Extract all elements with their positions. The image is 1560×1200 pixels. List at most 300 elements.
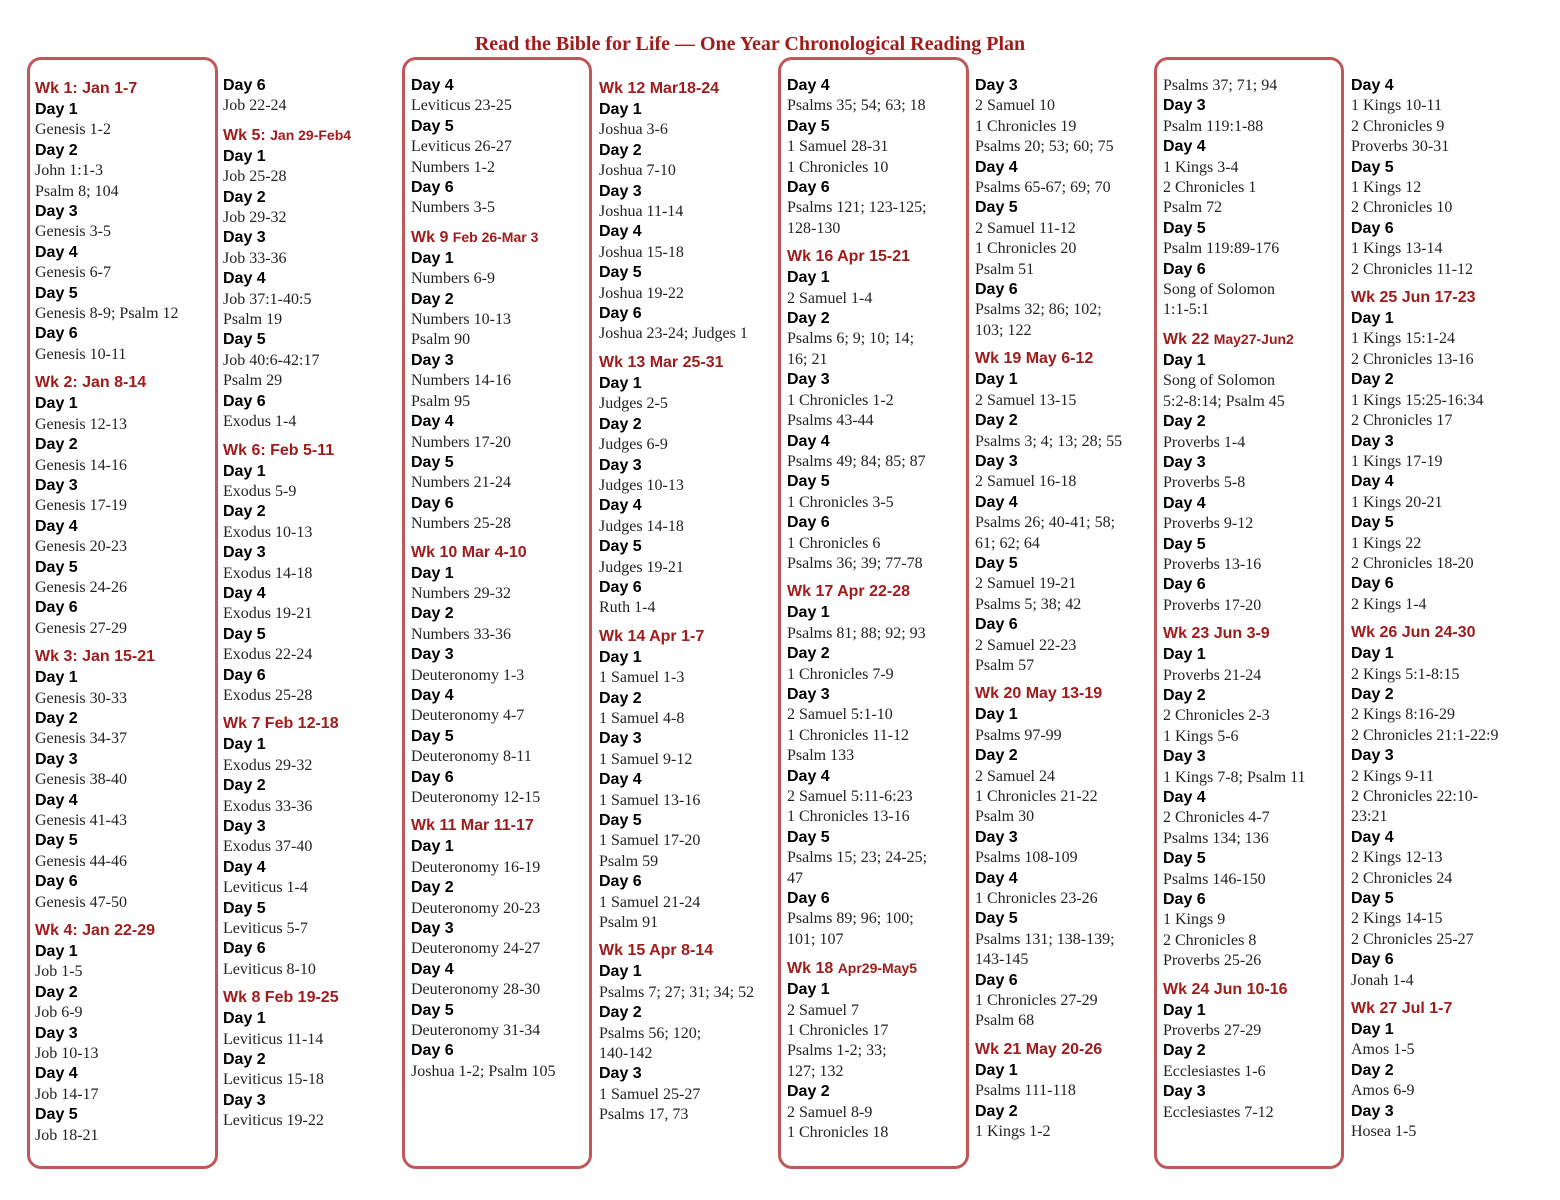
reading-passage: Job 22-24 (223, 97, 287, 115)
week-dates: May27-Jun2 (1213, 330, 1294, 347)
reading-passage: 2 Samuel 5:1-10 (787, 706, 893, 724)
reading-passage: Numbers 21-24 (411, 474, 511, 492)
reading-passage: Joshua 15-18 (599, 243, 684, 261)
week-heading (1351, 622, 1535, 644)
week-dates: Jan 29-Feb4 (270, 126, 352, 143)
reading-passage: Proverbs 27-29 (1163, 1022, 1262, 1040)
day-label: Day 6 (223, 666, 266, 684)
week-heading (1351, 287, 1535, 309)
reading-passage: Psalms 15; 23; 24-25; (787, 849, 928, 867)
reading-passage: Psalm 119:1-88 (1163, 117, 1264, 135)
reading-passage: Ruth 1-4 (599, 599, 656, 617)
day-label: Day 4 (223, 858, 266, 876)
reading-passage: 2 Kings 12-13 (1351, 849, 1443, 867)
reading-passage: 2 Samuel 1-4 (787, 289, 873, 307)
day-label: Day 4 (599, 223, 642, 241)
day-label: Day 2 (223, 503, 266, 521)
reading-passage: Psalm 91 (599, 914, 659, 932)
day-label: Day 3 (599, 182, 642, 200)
reading-passage: 61; 62; 64 (975, 534, 1040, 552)
reading-passage: Deuteronomy 31-34 (411, 1022, 541, 1040)
reading-passage: Psalm 8; 104 (35, 182, 119, 200)
day-label: Day 3 (599, 730, 642, 748)
day-label: Day 4 (975, 493, 1018, 511)
reading-passage: 2 Samuel 5:11-6:23 (787, 788, 913, 805)
week-label: Wk 25 Jun 17-23 (1351, 289, 1476, 307)
reading-passage: Exodus 10-13 (223, 523, 313, 541)
reading-passage: Deuteronomy 4-7 (411, 707, 525, 725)
day-label: Day 2 (975, 1102, 1018, 1120)
reading-passage: Psalms 35; 54; 63; 18 (787, 97, 926, 115)
reading-passage: 2 Chronicles 4-7 (1163, 809, 1270, 827)
reading-passage: Genesis 6-7 (35, 264, 111, 282)
day-label: Day 5 (975, 554, 1018, 572)
reading-passage: Genesis 20-23 (35, 538, 127, 556)
reading-passage: Psalms 1-2; 33; (787, 1042, 887, 1060)
week-label: Wk 13 Mar 25-31 (599, 353, 724, 371)
week-heading (223, 987, 407, 1009)
reading-passage: 1 Samuel 13-16 (599, 791, 701, 809)
day-label: Day 1 (35, 395, 78, 413)
reading-passage: 1 Kings 17-19 (1351, 452, 1443, 470)
reading-passage: 1 Chronicles 18 (787, 1124, 889, 1142)
reading-passage: 1 Kings 3-4 (1163, 158, 1239, 176)
reading-passage: Numbers 29-32 (411, 584, 511, 602)
week-label: Wk 23 Jun 3-9 (1163, 625, 1270, 643)
day-label: Day 3 (599, 1065, 642, 1083)
plan-column (411, 76, 595, 1082)
reading-passage: Psalms 108-109 (975, 849, 1078, 867)
day-label: Day 2 (975, 412, 1018, 430)
reading-passage: 16; 21 (787, 350, 828, 368)
day-label: Day 3 (35, 1024, 78, 1042)
day-label: Day 1 (1351, 310, 1394, 328)
reading-passage: Psalm 59 (599, 852, 659, 870)
week-heading (35, 920, 219, 942)
reading-passage: Proverbs 21-24 (1163, 666, 1262, 684)
day-label: Day 1 (787, 269, 830, 287)
reading-passage: Psalms 26; 40-41; 58; (975, 514, 1116, 532)
week-label: Wk 10 Mar 4-10 (411, 543, 527, 561)
plan-column (1351, 76, 1535, 1143)
reading-passage: Ecclesiastes 7-12 (1163, 1103, 1274, 1121)
week-heading (599, 352, 783, 374)
day-label: Day 1 (599, 963, 642, 981)
day-label: Day 4 (787, 77, 830, 94)
reading-passage: 1 Kings 12 (1351, 179, 1422, 197)
reading-passage: 143-145 (975, 951, 1029, 969)
reading-passage: 2 Kings 1-4 (1351, 595, 1427, 613)
reading-passage: Deuteronomy 16-19 (411, 858, 541, 876)
reading-passage: Exodus 22-24 (223, 646, 313, 664)
day-label: Day 5 (35, 558, 78, 576)
week-label: Wk 14 Apr 1-7 (599, 627, 705, 645)
reading-passage: Exodus 25-28 (223, 686, 313, 704)
day-label: Day 3 (787, 371, 830, 389)
reading-passage: Exodus 37-40 (223, 838, 313, 856)
day-label: Day 2 (1351, 685, 1394, 703)
reading-passage: 2 Kings 5:1-8:15 (1351, 665, 1460, 683)
reading-passage: Job 1-5 (35, 963, 83, 981)
reading-passage: 1 Samuel 21-24 (599, 893, 701, 911)
week-label: Wk 5: (223, 126, 271, 144)
day-label: Day 5 (411, 453, 454, 471)
reading-passage: Ecclesiastes 1-6 (1163, 1062, 1266, 1080)
reading-passage: Leviticus 26-27 (411, 138, 512, 156)
reading-passage: 1 Kings 15:1-24 (1351, 330, 1455, 348)
day-label: Day 5 (787, 828, 830, 846)
week-heading (787, 581, 971, 603)
day-label: Day 5 (35, 284, 78, 302)
reading-passage: 1 Samuel 1-3 (599, 669, 685, 687)
reading-passage: 2 Samuel 24 (975, 767, 1055, 785)
reading-passage: 1 Chronicles 19 (975, 117, 1077, 135)
day-label: Day 2 (1351, 1061, 1394, 1079)
reading-passage: 128-130 (787, 219, 841, 237)
reading-passage: Psalms 36; 39; 77-78 (787, 554, 923, 572)
day-label: Day 3 (411, 646, 454, 664)
day-label: Day 2 (35, 983, 78, 1001)
day-label: Day 5 (223, 331, 266, 349)
reading-passage: Psalms 97-99 (975, 726, 1062, 744)
day-label: Day 6 (223, 392, 266, 410)
reading-passage: Psalms 131; 138-139; (975, 930, 1115, 948)
day-label: Day 2 (35, 709, 78, 727)
reading-passage: John 1:1-3 (35, 162, 103, 180)
day-label: Day 1 (1351, 645, 1394, 663)
reading-passage: Psalms 146-150 (1163, 870, 1266, 888)
reading-passage: 2 Kings 14-15 (1351, 910, 1443, 928)
reading-passage: 2 Samuel 11-12 (975, 219, 1076, 237)
reading-passage: 1 Kings 10-11 (1351, 97, 1442, 115)
day-label: Day 2 (1351, 371, 1394, 389)
reading-passage: 1 Chronicles 20 (975, 240, 1077, 258)
day-label: Day 2 (223, 1051, 266, 1069)
day-label: Day 5 (1351, 890, 1394, 908)
reading-passage: Job 18-21 (35, 1126, 99, 1144)
reading-passage: Genesis 12-13 (35, 415, 127, 433)
reading-passage: Genesis 27-29 (35, 619, 127, 637)
reading-passage: 101; 107 (787, 930, 844, 948)
day-label: Day 1 (787, 981, 830, 999)
plan-column (223, 76, 407, 1132)
week-heading (599, 626, 783, 648)
plan-column (1163, 76, 1347, 1123)
reading-passage: 1 Samuel 9-12 (599, 750, 693, 768)
week-label: Wk 19 May 6-12 (975, 350, 1094, 368)
reading-passage: Leviticus 19-22 (223, 1112, 324, 1130)
week-label: Wk 17 Apr 22-28 (787, 583, 911, 601)
day-label: Day 5 (223, 625, 266, 643)
day-label: Day 2 (223, 777, 266, 795)
week-label: Wk 6: Feb 5-11 (223, 441, 335, 459)
reading-passage: Job 33-36 (223, 249, 287, 267)
reading-passage: 1 Kings 5-6 (1163, 727, 1239, 745)
reading-passage: Genesis 44-46 (35, 852, 127, 870)
reading-passage: 2 Samuel 13-15 (975, 391, 1077, 409)
day-label: Day 4 (1163, 494, 1206, 512)
day-label: Day 6 (35, 599, 78, 617)
day-label: Day 3 (975, 77, 1018, 94)
day-label: Day 5 (1163, 535, 1206, 553)
reading-passage: 2 Kings 9-11 (1351, 767, 1434, 785)
day-label: Day 2 (599, 689, 642, 707)
reading-passage: Numbers 33-36 (411, 625, 511, 643)
week-label: Wk 26 Jun 24-30 (1351, 624, 1476, 642)
day-label: Day 2 (975, 747, 1018, 765)
reading-passage: Genesis 14-16 (35, 456, 127, 474)
reading-passage: Song of Solomon (1163, 372, 1276, 390)
day-label: Day 1 (1163, 351, 1206, 369)
week-heading (975, 683, 1159, 705)
reading-passage: Numbers 17-20 (411, 433, 511, 451)
reading-passage: 2 Chronicles 25-27 (1351, 930, 1474, 948)
day-label: Day 2 (411, 879, 454, 897)
reading-passage: 1 Kings 20-21 (1351, 493, 1443, 511)
day-label: Day 3 (1163, 97, 1206, 115)
day-label: Day 3 (1163, 453, 1206, 471)
week-label: Wk 15 Apr 8-14 (599, 942, 714, 960)
reading-passage: 1 Kings 22 (1351, 534, 1422, 552)
day-label: Day 5 (1351, 514, 1394, 532)
day-label: Day 5 (599, 812, 642, 829)
day-label: Day 2 (599, 1004, 642, 1022)
reading-passage: Proverbs 9-12 (1163, 515, 1254, 533)
reading-passage: Job 40:6-42:17 (223, 351, 320, 369)
reading-passage: 1 Kings 15:25-16:34 (1351, 391, 1484, 409)
day-label: Day 2 (1163, 1042, 1206, 1060)
day-label: Day 4 (599, 497, 642, 515)
reading-passage: 2 Chronicles 10 (1351, 199, 1453, 217)
reading-passage: Psalm 51 (975, 260, 1035, 278)
week-dates: Apr29-May5 (837, 960, 918, 977)
reading-passage: Song of Solomon (1163, 281, 1276, 299)
day-label: Day 4 (411, 686, 454, 704)
reading-passage: Amos 1-5 (1351, 1041, 1415, 1059)
day-label: Day 5 (1163, 219, 1206, 237)
reading-passage: 2 Samuel 22-23 (975, 636, 1077, 654)
reading-passage: 1:1-5:1 (1163, 301, 1210, 319)
day-label: Day 4 (35, 243, 78, 261)
day-label: Day 6 (35, 325, 78, 343)
reading-passage: 47 (787, 869, 803, 887)
reading-passage: Leviticus 1-4 (223, 879, 308, 897)
day-label: Day 2 (223, 188, 266, 206)
reading-passage: 1 Samuel 4-8 (599, 709, 685, 727)
reading-passage: Numbers 14-16 (411, 372, 511, 390)
week-heading (223, 713, 407, 735)
reading-passage: 1 Chronicles 27-29 (975, 992, 1098, 1010)
day-label: Day 5 (35, 1106, 78, 1124)
reading-passage: Genesis 8-9; Psalm 12 (35, 305, 179, 323)
day-label: Day 4 (411, 77, 454, 94)
day-label: Day 6 (787, 514, 830, 532)
week-label: Wk 24 Jun 10-16 (1163, 980, 1288, 998)
day-label: Day 3 (1163, 748, 1206, 766)
day-label: Day 5 (787, 117, 830, 135)
day-label: Day 4 (1351, 828, 1394, 846)
week-label: Wk 4: Jan 22-29 (35, 922, 156, 940)
week-label: Wk 16 Apr 15-21 (787, 248, 911, 266)
reading-passage: Genesis 17-19 (35, 497, 127, 515)
day-label: Day 4 (223, 584, 266, 602)
reading-passage: Psalm 133 (787, 747, 855, 765)
reading-passage: 103; 122 (975, 321, 1032, 339)
day-label: Day 2 (1163, 686, 1206, 704)
day-label: Day 2 (787, 1083, 830, 1101)
reading-passage: Genesis 10-11 (35, 345, 127, 363)
week-heading (1163, 979, 1347, 1001)
week-heading (35, 78, 219, 100)
reading-passage: 1 Chronicles 3-5 (787, 493, 894, 511)
week-label: Wk 1: Jan 1-7 (35, 80, 138, 97)
day-label: Day 1 (1351, 1021, 1394, 1039)
reading-passage: Psalm 57 (975, 656, 1035, 674)
day-label: Day 5 (411, 1001, 454, 1019)
week-heading (35, 646, 219, 668)
day-label: Day 5 (975, 199, 1018, 217)
day-label: Day 6 (975, 971, 1018, 989)
reading-passage: Deuteronomy 24-27 (411, 940, 541, 958)
day-label: Day 1 (599, 374, 642, 392)
reading-passage: Joshua 11-14 (599, 203, 684, 221)
day-label: Day 4 (35, 791, 78, 809)
day-label: Day 4 (35, 517, 78, 535)
reading-passage: Proverbs 1-4 (1163, 433, 1246, 451)
day-label: Day 5 (975, 910, 1018, 928)
week-label: Wk 22 (1163, 330, 1214, 348)
reading-passage: Psalm 19 (223, 311, 283, 329)
reading-passage: 1 Chronicles 6 (787, 534, 881, 552)
reading-passage: Psalm 68 (975, 1012, 1035, 1030)
day-label: Day 1 (975, 371, 1018, 389)
day-label: Day 3 (975, 828, 1018, 846)
day-label: Day 3 (35, 203, 78, 221)
day-label: Day 3 (411, 920, 454, 938)
reading-passage: 1 Samuel 25-27 (599, 1085, 701, 1103)
reading-passage: 2 Chronicles 18-20 (1351, 554, 1474, 572)
day-label: Day 3 (35, 750, 78, 768)
reading-passage: Deuteronomy 1-3 (411, 666, 525, 684)
reading-passage: 2 Samuel 19-21 (975, 575, 1077, 593)
reading-passage: 1 Kings 13-14 (1351, 240, 1443, 258)
day-label: Day 4 (975, 158, 1018, 176)
reading-passage: 1 Chronicles 13-16 (787, 808, 910, 826)
reading-passage: Psalms 56; 120; (599, 1024, 702, 1042)
day-label: Day 1 (787, 604, 830, 622)
day-label: Day 4 (411, 413, 454, 431)
reading-passage: Psalms 121; 123-125; (787, 199, 927, 217)
day-label: Day 1 (223, 1010, 266, 1028)
reading-passage: Judges 6-9 (599, 436, 668, 454)
reading-passage: 2 Samuel 8-9 (787, 1103, 873, 1121)
reading-passage: Exodus 5-9 (223, 482, 297, 500)
reading-passage: Psalms 65-67; 69; 70 (975, 179, 1111, 197)
day-label: Day 1 (975, 706, 1018, 724)
day-label: Day 5 (787, 473, 830, 491)
week-heading (223, 440, 407, 462)
day-label: Day 6 (599, 305, 642, 323)
week-label: Wk 11 Mar 11-17 (411, 817, 534, 835)
day-label: Day 2 (411, 605, 454, 623)
week-heading (411, 542, 595, 564)
reading-passage: 1 Kings 1-2 (975, 1123, 1051, 1141)
reading-passage: Proverbs 17-20 (1163, 596, 1262, 614)
day-label: Day 4 (35, 1065, 78, 1083)
day-label: Day 1 (975, 1061, 1018, 1079)
week-label: Wk 20 May 13-19 (975, 685, 1103, 703)
day-label: Day 3 (223, 818, 266, 835)
reading-passage: Genesis 38-40 (35, 771, 127, 789)
reading-passage: Psalm 29 (223, 372, 283, 390)
reading-passage: 2 Samuel 10 (975, 97, 1055, 115)
day-label: Day 6 (223, 77, 266, 94)
reading-passage: 2 Samuel 16-18 (975, 473, 1077, 491)
reading-passage: Judges 19-21 (599, 558, 684, 576)
reading-passage: Psalms 32; 86; 102; (975, 301, 1102, 319)
reading-passage: 140-142 (599, 1045, 653, 1063)
day-label: Day 3 (1351, 747, 1394, 765)
week-heading (599, 78, 783, 100)
reading-passage: Psalms 111-118 (975, 1082, 1076, 1100)
day-label: Day 6 (1351, 219, 1394, 237)
day-label: Day 1 (223, 736, 266, 754)
reading-passage: Deuteronomy 28-30 (411, 981, 541, 999)
reading-passage: 1 Chronicles 7-9 (787, 665, 894, 683)
day-label: Day 6 (411, 179, 454, 197)
day-label: Day 1 (599, 101, 642, 118)
day-label: Day 6 (599, 578, 642, 596)
reading-passage: Judges 14-18 (599, 517, 684, 535)
reading-passage: Exodus 19-21 (223, 605, 313, 623)
day-label: Day 1 (411, 564, 454, 582)
reading-passage: 1 Kings 7-8; Psalm 11 (1163, 768, 1306, 786)
reading-passage: Proverbs 25-26 (1163, 952, 1262, 970)
reading-passage: Exodus 1-4 (223, 413, 297, 431)
reading-passage: 2 Chronicles 11-12 (1351, 260, 1474, 278)
day-label: Day 1 (35, 943, 78, 961)
day-label: Day 2 (35, 436, 78, 454)
plan-column (35, 76, 219, 1146)
reading-passage: Leviticus 5-7 (223, 920, 308, 938)
week-label: Wk 27 Jul 1-7 (1351, 1000, 1453, 1018)
reading-passage: 2 Chronicles 24 (1351, 869, 1453, 887)
reading-passage: 2 Kings 8:16-29 (1351, 706, 1455, 724)
reading-passage: Psalm 119:89-176 (1163, 240, 1280, 258)
reading-passage: Psalms 20; 53; 60; 75 (975, 138, 1114, 156)
day-label: Day 6 (35, 873, 78, 891)
reading-passage: 2 Chronicles 1 (1163, 179, 1257, 197)
day-label: Day 1 (35, 101, 78, 118)
reading-passage: Amos 6-9 (1351, 1082, 1415, 1100)
week-heading (223, 124, 407, 147)
week-dates: Feb 26-Mar 3 (452, 228, 539, 245)
reading-passage: 1 Chronicles 23-26 (975, 890, 1098, 908)
week-heading (411, 226, 595, 249)
day-label: Day 6 (411, 1042, 454, 1060)
day-label: Day 4 (787, 767, 830, 785)
reading-passage: Numbers 10-13 (411, 311, 511, 329)
reading-passage: Proverbs 30-31 (1351, 138, 1450, 156)
reading-passage: Judges 2-5 (599, 395, 668, 413)
day-label: Day 6 (1163, 891, 1206, 909)
day-label: Day 4 (1351, 473, 1394, 491)
day-label: Day 1 (1163, 646, 1206, 664)
day-label: Day 6 (599, 873, 642, 891)
reading-passage: Jonah 1-4 (1351, 971, 1414, 989)
day-label: Day 6 (975, 616, 1018, 634)
day-label: Day 5 (599, 538, 642, 556)
